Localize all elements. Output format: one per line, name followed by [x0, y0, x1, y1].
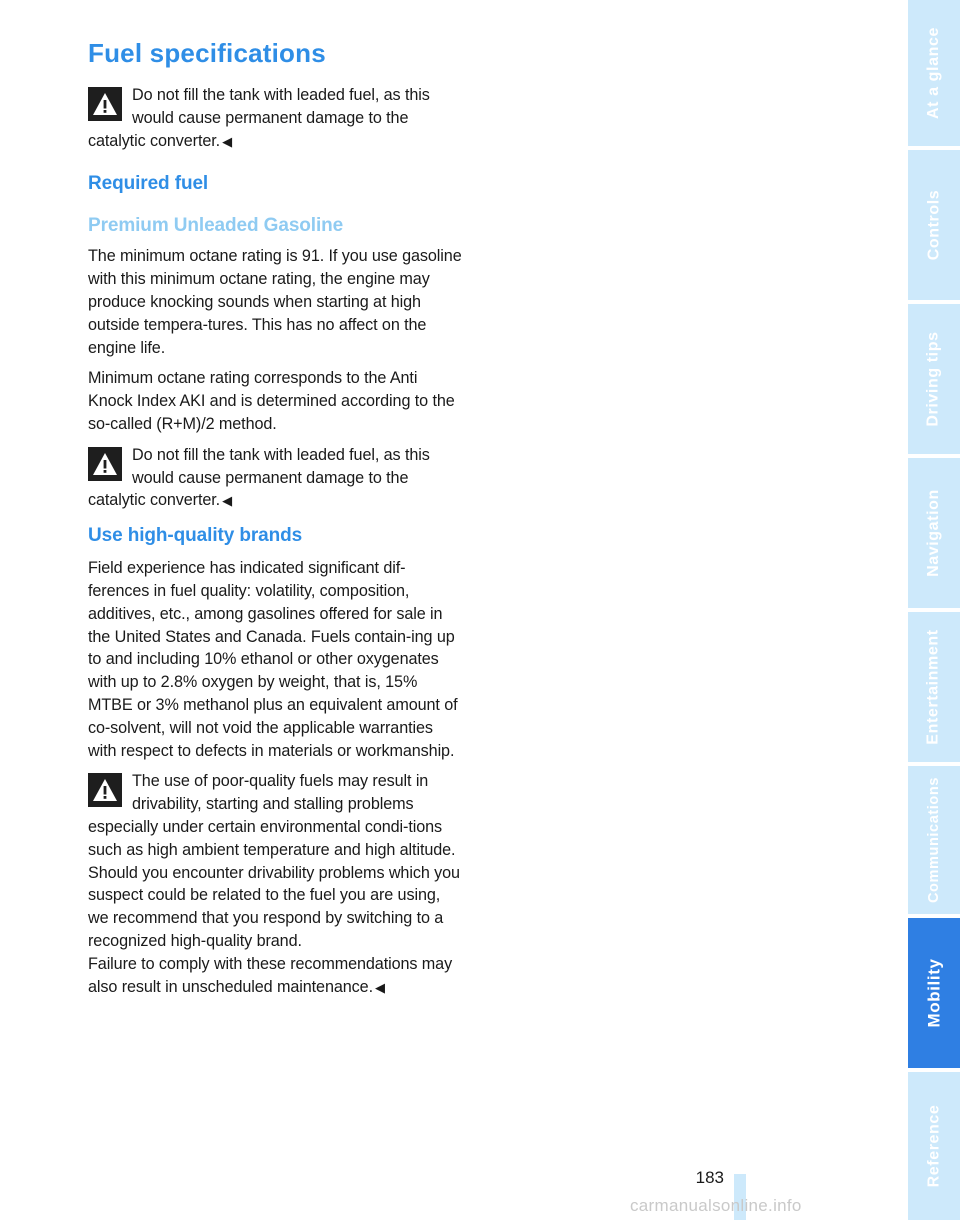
page-content	[88, 36, 464, 999]
warning-line: catalytic converter. ◀	[88, 130, 464, 154]
warning-triangle-icon	[88, 773, 122, 807]
warning-line: catalytic converter. ◀	[88, 489, 464, 513]
page-number: 183	[695, 1168, 724, 1187]
tab-controls[interactable]: Controls	[908, 150, 960, 300]
warning-note	[88, 84, 464, 153]
page-title: Fuel specifications	[88, 38, 326, 68]
warning-text: especially under certain environmental condi-tions such as high ambient temperature and high altitude.	[88, 817, 456, 859]
paragraph: Field experience has indicated significant dif-ferences in fuel quality: volatility, composition, additives, etc., among gasolines offered for sale in the United States and Canada. Fuels contain-ing up to and including 10% ethanol or other oxygenates with up to 2.8% oxygen by weight, that is, 15% MTBE or 3% methanol plus an equivalent amount of co-solvent, will not void the applicable warranties with respect to defects in materials or workmanship.	[88, 559, 458, 760]
warning-line: would cause permanent damage to the	[132, 468, 409, 487]
section-heading-required-fuel: Required fuel	[88, 173, 209, 195]
warning-triangle-icon	[88, 447, 122, 481]
warning-text: Failure to comply with these recommendations may also result in unscheduled maintenance. ◀	[88, 953, 464, 1000]
paragraph: Minimum octane rating corresponds to the Anti Knock Index AKI and is determined according to the so-called (R+M)/2 method.	[88, 369, 455, 433]
tab-entertainment[interactable]: Entertainment	[908, 612, 960, 762]
warning-text: Should you encounter drivability problems which you suspect could be related to the fuel you are using, we recommend that you respond by switching to a recognized high-quality brand.	[88, 863, 460, 950]
tab-driving-tips[interactable]: Driving tips	[908, 304, 960, 454]
tab-reference[interactable]: Reference	[908, 1072, 960, 1220]
end-mark-icon: ◀	[222, 133, 232, 149]
chapter-sidebar	[908, 0, 960, 1220]
warning-note	[88, 444, 464, 513]
tab-mobility[interactable]: Mobility	[908, 918, 960, 1068]
paragraph: The minimum octane rating is 91. If you use gasoline with this minimum octane rating, the engine may produce knocking sounds when starting at high outside tempera-tures. This has no affect on the engine life.	[88, 247, 462, 357]
watermark: carmanualsonline.info	[630, 1196, 802, 1215]
tab-communications[interactable]: Communications	[908, 766, 960, 914]
tab-at-a-glance[interactable]: At a glance	[908, 0, 960, 146]
warning-line: Do not fill the tank with leaded fuel, as this	[132, 86, 430, 104]
section-heading-brands: Use high-quality brands	[88, 525, 303, 547]
warning-note	[88, 770, 464, 999]
warning-line: The use of poor-quality fuels may result in	[132, 772, 429, 791]
subheading-premium-unleaded: Premium Unleaded Gasoline	[88, 215, 344, 237]
warning-line: would cause permanent damage to the	[132, 108, 409, 127]
warning-line: Do not fill the tank with leaded fuel, as this	[132, 445, 430, 464]
warning-triangle-icon	[88, 87, 122, 121]
end-mark-icon: ◀	[222, 493, 232, 509]
warning-line: drivability, starting and stalling problems	[132, 795, 414, 814]
tab-navigation[interactable]: Navigation	[908, 458, 960, 608]
end-mark-icon: ◀	[374, 979, 385, 995]
